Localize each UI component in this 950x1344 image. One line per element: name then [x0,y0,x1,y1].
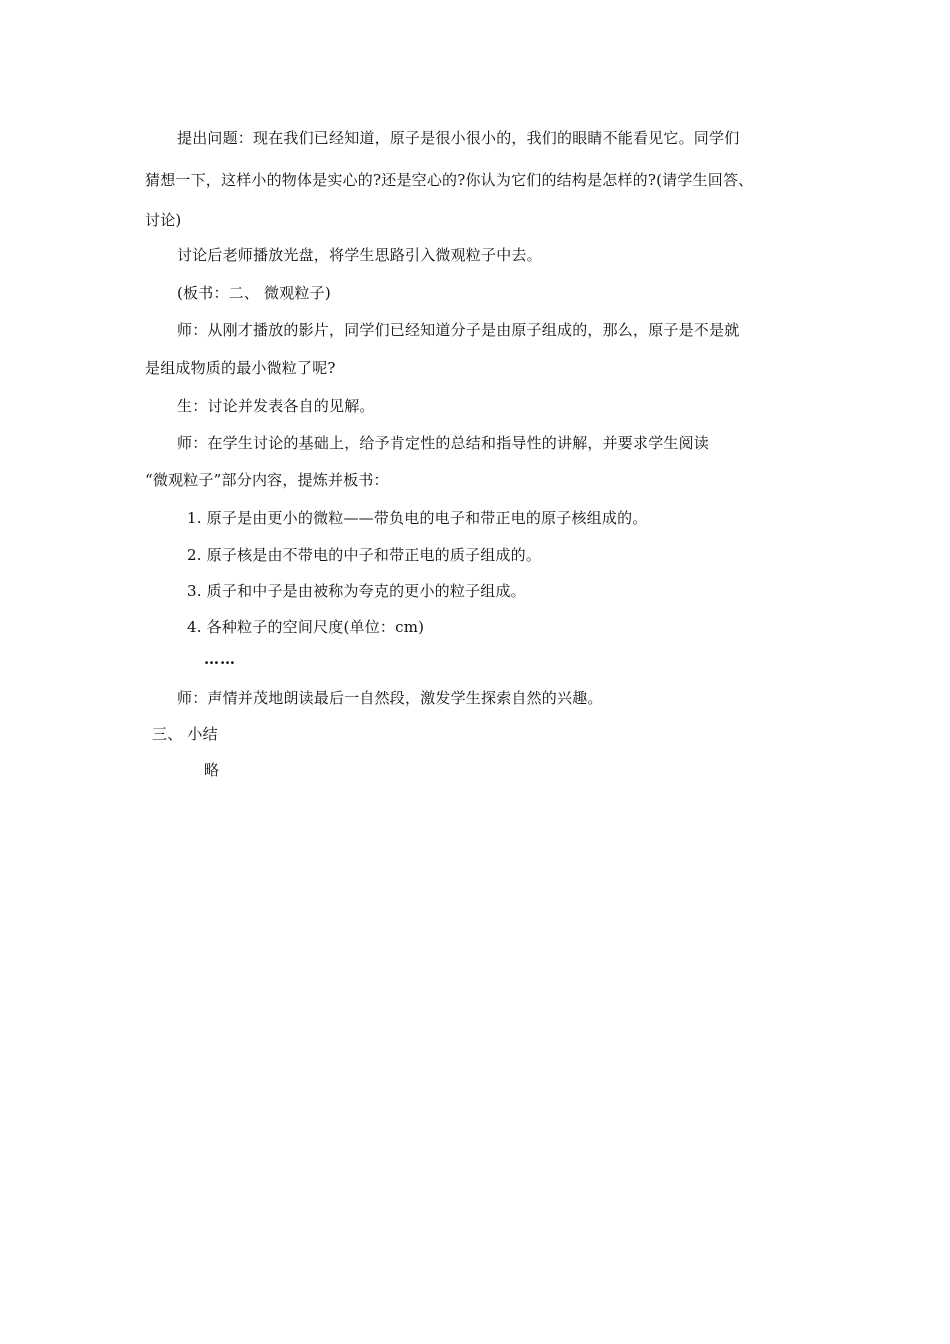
teacher-question-line-1: 师：从刚才播放的影片，同学们已经知道分子是由原子组成的，那么，原子是不是就 [177,321,740,339]
section-heading-summary: 三、 小结 [152,725,218,743]
list-item: 3. 质子和中子是由被称为夸克的更小的粒子组成。 [187,582,526,600]
teacher-summary-line-1: 师：在学生讨论的基础上，给予肯定性的总结和指导性的讲解，并要求学生阅读 [177,434,710,452]
question-paragraph-line-2: 猜想一下，这样小的物体是实心的?还是空心的?你认为它们的结构是怎样的?(请学生回答、 [145,171,754,189]
board-note-heading: (板书：二、 微观粒子) [177,284,331,302]
ellipsis: …… [204,650,236,668]
discussion-paragraph: 讨论后老师播放光盘，将学生思路引入微观粒子中去。 [177,246,542,264]
teacher-reading-instruction: 师：声情并茂地朗读最后一自然段，激发学生探索自然的兴趣。 [177,689,603,707]
list-item: 2. 原子核是由不带电的中子和带正电的质子组成的。 [187,546,542,564]
summary-text: 略 [204,761,220,779]
question-paragraph-line-3: 讨论) [145,211,182,229]
list-item: 1. 原子是由更小的微粒——带负电的电子和带正电的原子核组成的。 [187,509,648,527]
student-response: 生：讨论并发表各自的见解。 [177,397,375,415]
teacher-question-line-2: 是组成物质的最小微粒了呢? [145,359,336,377]
question-paragraph-line-1: 提出问题：现在我们已经知道，原子是很小很小的，我们的眼睛不能看见它。同学们 [177,129,740,147]
teacher-summary-line-2: “微观粒子”部分内容，提炼并板书： [145,471,389,489]
list-item: 4. 各种粒子的空间尺度(单位：cm) [187,618,425,636]
